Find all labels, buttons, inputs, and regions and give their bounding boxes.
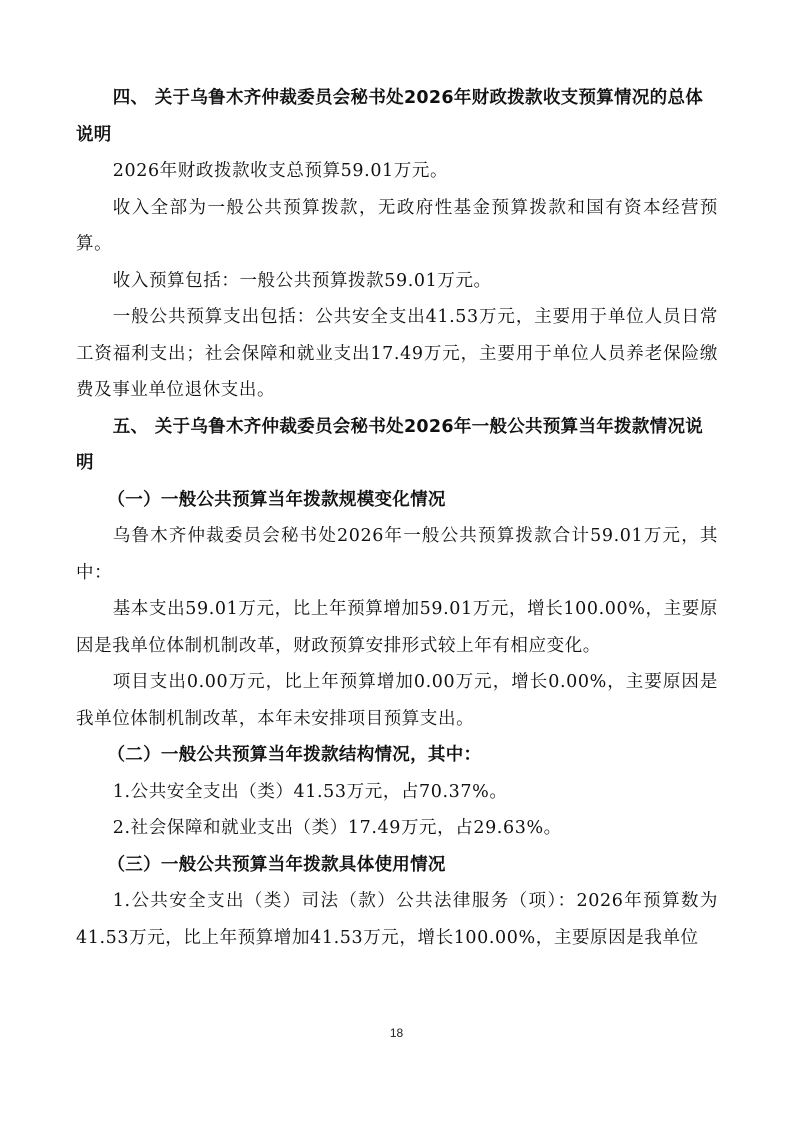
paragraph: 收入全部为一般公共预算拨款，无政府性基金预算拨款和国有资本经营预算。 (76, 197, 718, 254)
paragraph: 一般公共预算支出包括：公共安全支出41.53万元，主要用于单位人员日常工资福利支出；社会保障和就业支出17.49万元，主要用于单位人员养老保险缴费及事业单位退休支出。 (76, 307, 718, 400)
page-number: 18 (389, 1026, 404, 1040)
section-4-heading: 四、 关于乌鲁木齐仲裁委员会秘书处2026年财政拨款收支预算情况的总体说明 (76, 88, 704, 145)
paragraph: 收入预算包括：一般公共预算拨款59.01万元。 (112, 270, 492, 291)
paragraph: 1.公共安全支出（类）司法（款）公共法律服务（项）：2026年预算数为41.53万元，比上年预算增加41.53万元，增长100.00%，主要原因是我单位 (76, 891, 718, 948)
paragraph: 2.社会保障和就业支出（类）17.49万元，占29.63%。 (112, 818, 562, 838)
subsection-3-heading: （三）一般公共预算当年拨款具体使用情况 (107, 854, 446, 875)
document-page (76, 80, 718, 956)
paragraph: 项目支出0.00万元，比上年预算增加0.00万元，增长0.00%，主要原因是我单位体制机制改革，本年未安排项目预算支出。 (76, 672, 718, 729)
paragraph: 基本支出59.01万元，比上年预算增加59.01万元，增长100.00%，主要原因是我单位体制机制改革，财政预算安排形式较上年有相应变化。 (76, 599, 718, 656)
paragraph: 2026年财政拨款收支总预算59.01万元。 (112, 161, 449, 181)
subsection-2-heading: （二）一般公共预算当年拨款结构情况，其中： (107, 745, 482, 765)
subsection-1-heading: （一）一般公共预算当年拨款规模变化情况 (107, 489, 446, 510)
paragraph: 乌鲁木齐仲裁委员会秘书处2026年一般公共预算拨款合计59.01万元，其中： (76, 526, 718, 583)
paragraph: 1.公共安全支出（类）41.53万元，占70.37%。 (112, 781, 508, 802)
section-5-heading: 五、 关于乌鲁木齐仲裁委员会秘书处2026年一般公共预算当年拨款情况说明 (76, 416, 704, 473)
